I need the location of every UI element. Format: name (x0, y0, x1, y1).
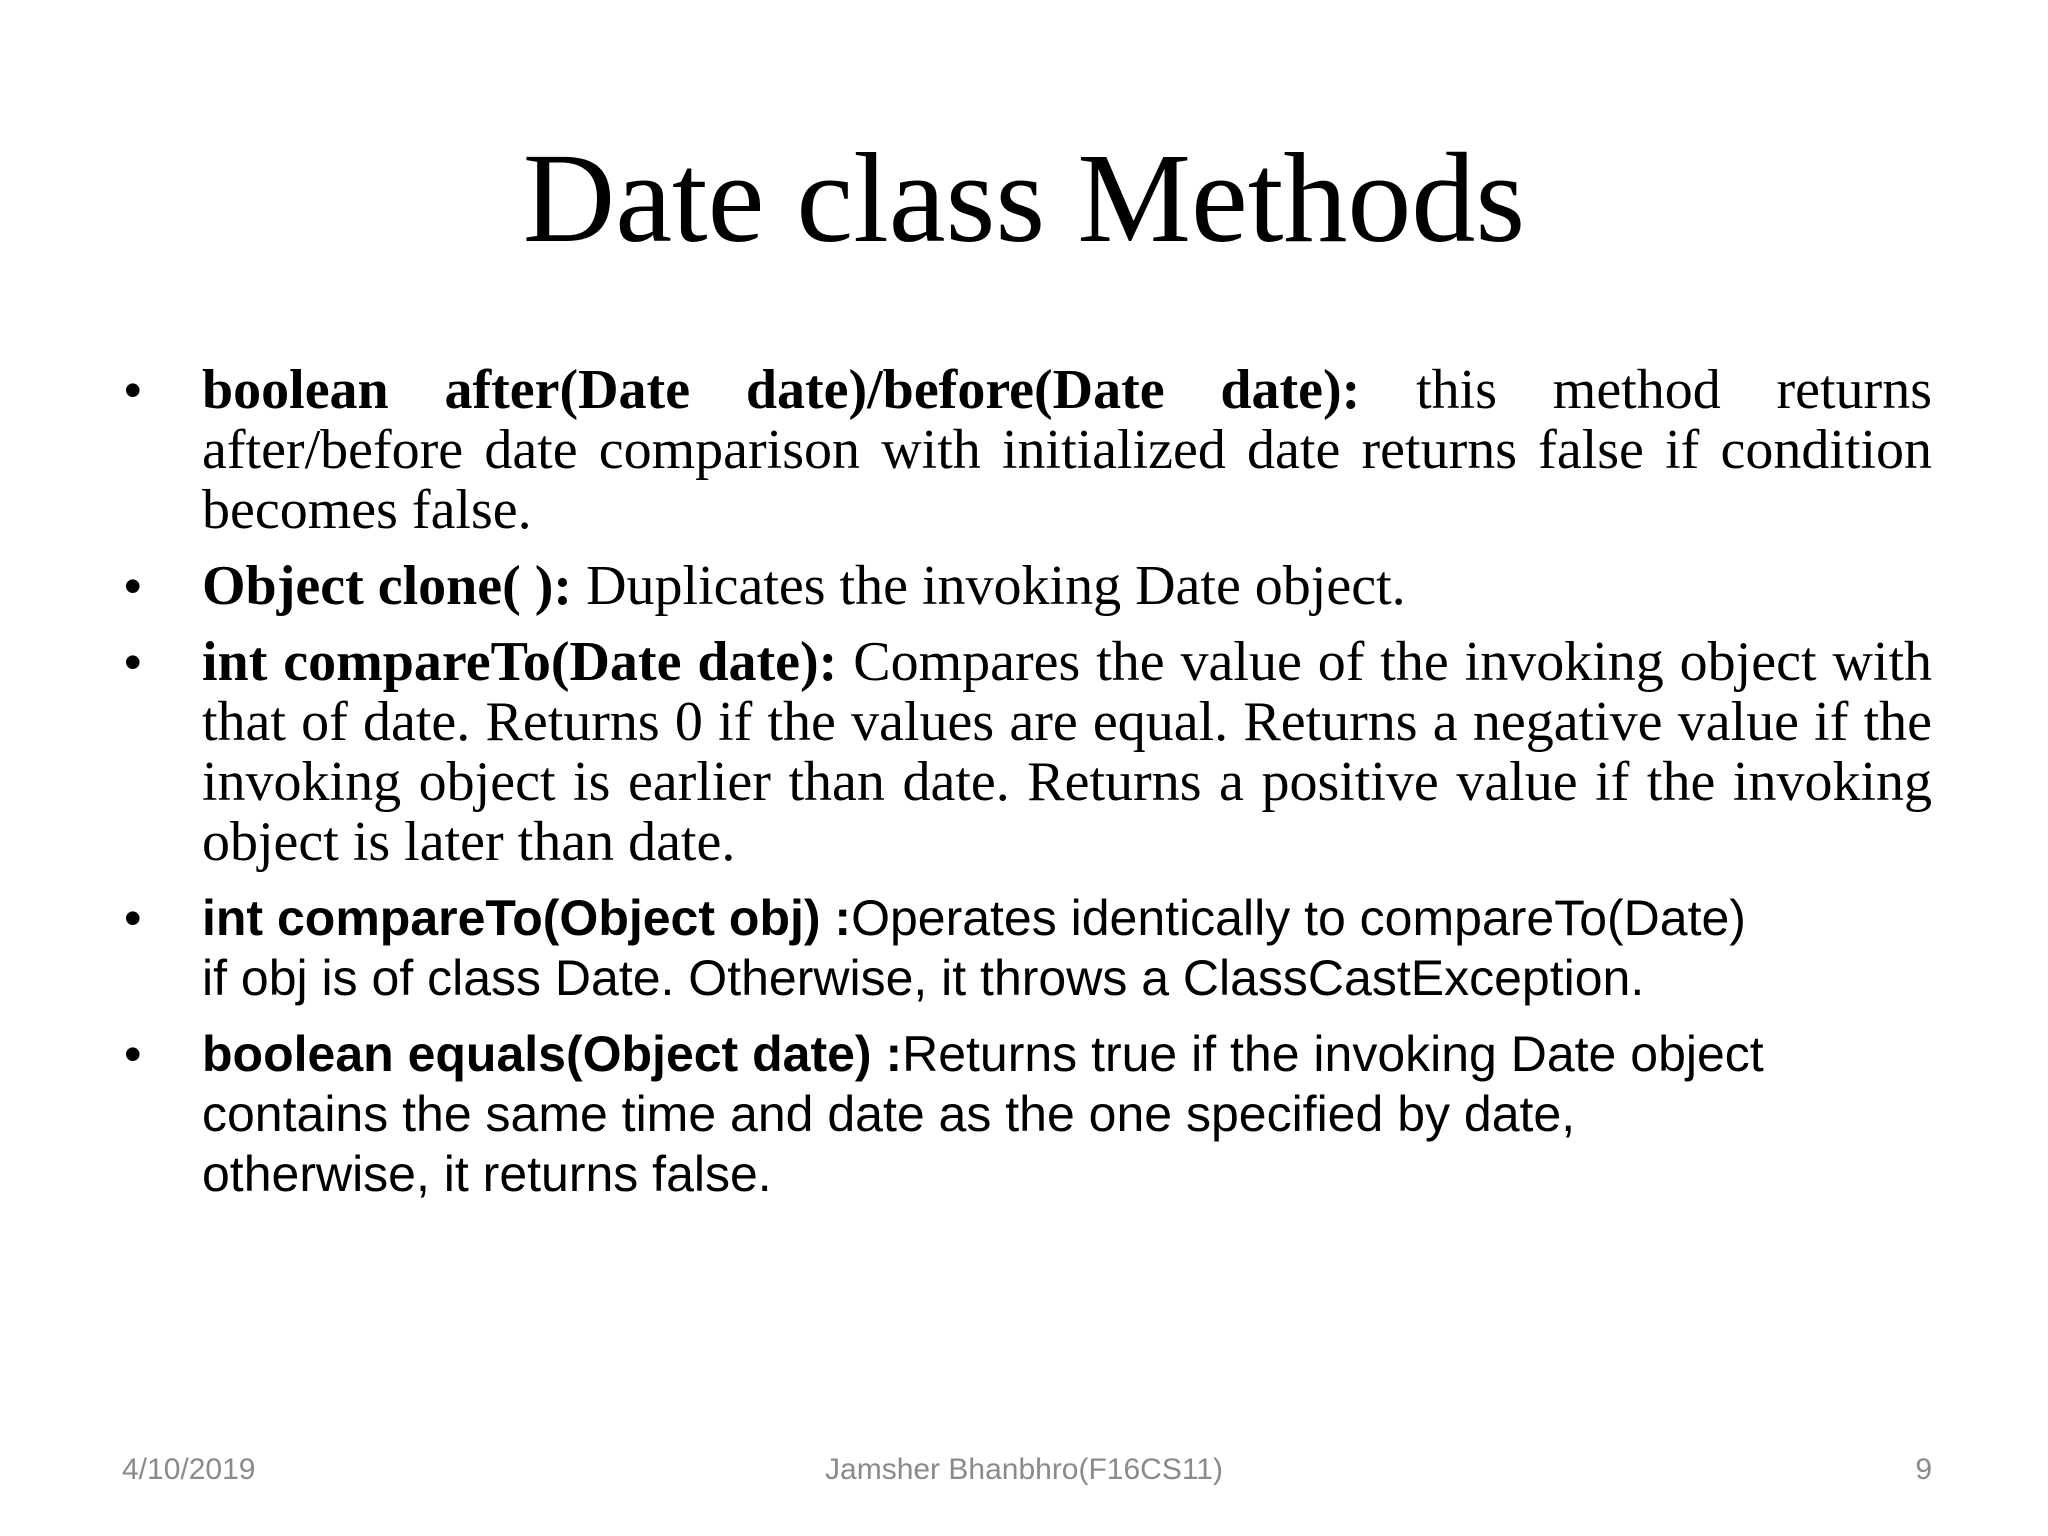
bullet-equals (120, 1024, 1932, 1204)
bullet-marker: • (124, 558, 142, 614)
bullet-after-before (120, 360, 1932, 540)
footer-date: 4/10/2019 (122, 1453, 256, 1486)
method-description: Operates identically to compareTo(Date) if obj is of class Date. Otherwise, it throws a ClassCastException. (202, 890, 1746, 1006)
method-description: Returns true if the invoking Date object contains the same time and date as the one specified by date, otherwise, it returns false. (202, 1026, 1764, 1202)
method-description: Compares the value of the invoking object with that of date. Returns 0 if the values are equal. Returns a negative value if the invoking object is earlier than date. Returns a positive value if the invoking object is later than date. (202, 631, 1932, 873)
bullet-clone (120, 556, 1932, 616)
slide-title: Date class Methods (522, 127, 1526, 269)
method-description: Duplicates the invoking Date object. (572, 555, 1406, 617)
method-signature: Object clone( ): (202, 555, 573, 617)
bullet-list (120, 360, 1932, 1220)
bullet-marker: • (124, 1026, 142, 1082)
bullet-compareto-date (120, 632, 1932, 872)
method-description: this method returns after/before date comparison with initialized date returns false if condition becomes false. (202, 359, 1932, 541)
bullet-marker: • (124, 634, 142, 690)
method-signature: int compareTo(Object obj) : (202, 890, 852, 946)
footer-author: Jamsher Bhanbhro(F16CS11) (825, 1453, 1223, 1486)
bullet-marker: • (124, 890, 142, 946)
footer-page-number: 9 (1915, 1453, 1932, 1486)
method-signature: boolean equals(Object date) : (202, 1026, 903, 1082)
method-signature: boolean after(Date date)/before(Date date): (202, 359, 1361, 421)
method-signature: int compareTo(Date date): (202, 631, 838, 693)
bullet-compareto-object (120, 888, 1932, 1008)
bullet-marker: • (124, 362, 142, 418)
